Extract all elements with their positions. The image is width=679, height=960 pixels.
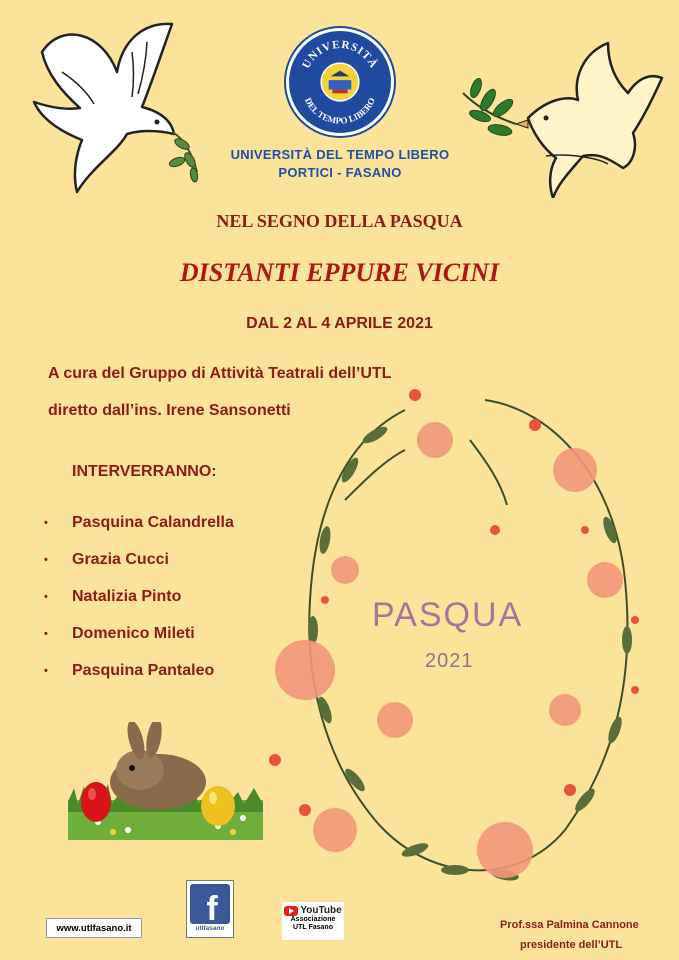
person-name: Domenico Mileti	[72, 624, 195, 642]
bullet-icon: •	[44, 553, 48, 566]
logo-emblem-icon	[289, 31, 391, 133]
logo-ring-top: UNIVERSITÀ	[300, 38, 380, 71]
list-item	[44, 652, 234, 689]
youtube-sub-1: Associazione	[290, 916, 336, 923]
youtube-text: YouTube	[300, 905, 342, 916]
facebook-glyph: f	[206, 890, 218, 924]
bullet-icon: •	[44, 516, 48, 529]
person-name: Pasquina Calandrella	[72, 513, 234, 531]
signature-name: Prof.ssa Palmina Cannone	[500, 919, 639, 931]
list-item	[44, 615, 234, 652]
event-dates: DAL 2 AL 4 APRILE 2021	[246, 315, 433, 332]
signature-role: presidente dell’UTL	[520, 939, 623, 951]
header-line-2: PORTICI - FASANO	[278, 165, 402, 180]
curated-line-1: A cura del Gruppo di Attività Teatrali dell’UTL	[48, 365, 392, 382]
list-item	[44, 578, 234, 615]
dove-left-icon	[22, 12, 200, 197]
main-title: DISTANTI EPPURE VICINI	[179, 258, 500, 287]
subtitle: NEL SEGNO DELLA PASQUA	[216, 211, 463, 231]
facebook-link[interactable]	[186, 880, 234, 938]
list-item	[44, 541, 234, 578]
curated-line-2: diretto dall’ins. Irene Sansonetti	[48, 402, 291, 419]
people-list	[44, 504, 234, 689]
bullet-icon: •	[44, 627, 48, 640]
logo-ring-bottom: DEL TEMPO LIBERO	[302, 96, 378, 126]
youtube-link[interactable]	[282, 902, 344, 940]
header-line-1: UNIVERSITÀ DEL TEMPO LIBERO	[230, 147, 450, 162]
bunny-eggs-image	[68, 722, 263, 840]
utl-logo	[286, 28, 394, 136]
wreath-pasqua-word: PASQUA	[372, 596, 524, 634]
bullet-icon: •	[44, 664, 48, 677]
person-name: Grazia Cucci	[72, 550, 169, 568]
youtube-sub-2: UTL Fasano	[293, 924, 333, 931]
person-name: Pasquina Pantaleo	[72, 661, 215, 679]
youtube-icon	[284, 906, 298, 916]
website-link[interactable]: www.utlfasano.it	[46, 918, 142, 938]
person-name: Natalizia Pinto	[72, 587, 182, 605]
facebook-icon	[190, 884, 230, 924]
easter-wreath	[255, 380, 675, 915]
bullet-icon: •	[44, 590, 48, 603]
interventions-label: INTERVERRANNO:	[72, 463, 217, 480]
list-item	[44, 504, 234, 541]
wreath-year: 2021	[425, 650, 474, 672]
facebook-label: utlfasano	[195, 925, 225, 932]
